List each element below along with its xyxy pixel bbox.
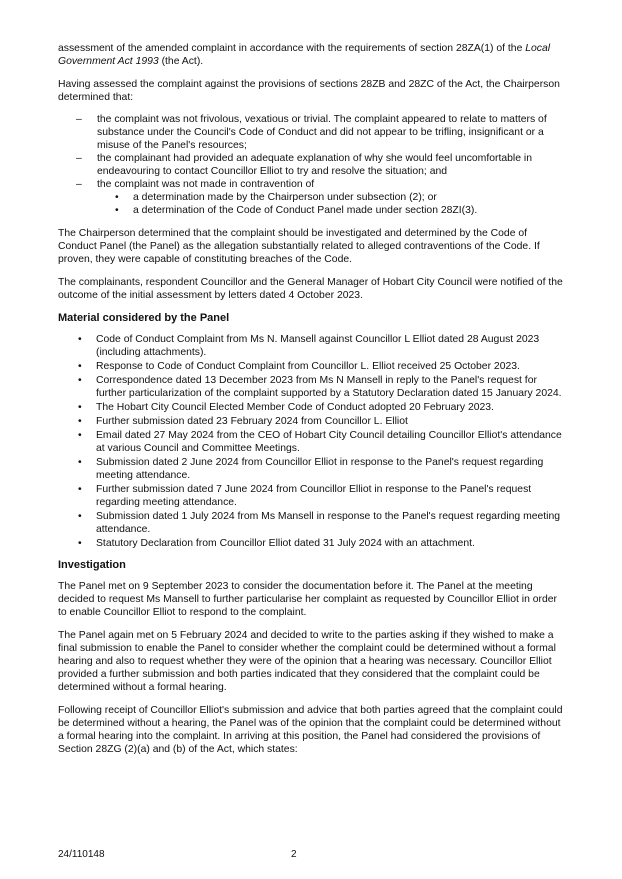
material-text: Email dated 27 May 2024 from the CEO of Hobart City Council detailing Councillor Elliot's attendance at various Council and Committee Meetings. (96, 430, 562, 454)
bullet-marker: • (78, 334, 82, 345)
material-item (58, 401, 564, 414)
determination-item (58, 178, 564, 191)
bullet-marker: • (115, 192, 119, 203)
bullet-marker: • (78, 430, 82, 441)
material-item (58, 456, 564, 482)
material-text: Statutory Declaration from Councillor Elliot dated 31 July 2024 with an attachment. (96, 538, 475, 549)
bullet-marker: • (78, 402, 82, 413)
material-item (58, 415, 564, 428)
notification-paragraph: The complainants, respondent Councillor and the General Manager of Hobart City Council were notified of the outcome of the initial assessment by letters dated 4 October 2023. (58, 277, 563, 301)
material-text: The Hobart City Council Elected Member Code of Conduct adopted 20 February 2023. (96, 402, 494, 413)
material-item (58, 333, 564, 359)
page-body (58, 42, 564, 766)
material-heading: Material considered by the Panel (58, 312, 230, 324)
investigation-paragraph: The Panel again met on 5 February 2024 and decided to write to the parties asking if they wished to make a final submission to enable the Panel to consider whether the complaint could be determined without a formal hearing and also to request whether they were of the opinion that a hearing was necessary. Councillor Elliot provided a further submission and both parties indicated that they considered that the complaint could be determined without a formal hearing. (58, 630, 556, 693)
intro-lead-end: (the Act). (158, 56, 204, 67)
bullet-marker: • (78, 511, 82, 522)
material-text: Further submission dated 23 February 2024 from Councillor L. Elliot (96, 416, 408, 427)
bullet-marker: • (78, 416, 82, 427)
contravention-text: a determination of the Code of Conduct Panel made under section 28ZI(3). (133, 205, 478, 216)
bullet-marker: • (78, 484, 82, 495)
document-reference: 24/110148 (58, 849, 105, 860)
contravention-item (58, 204, 564, 217)
bullet-marker: • (78, 361, 82, 372)
material-item (58, 483, 564, 509)
investigation-paragraph: The Panel met on 9 September 2023 to consider the documentation before it. The Panel at the meeting decided to request Ms Mansell to further particularise her complaint as requested by Councillor Elliot in order to enable Councillor Elliot to respond to the complaint. (58, 581, 557, 618)
material-text: Further submission dated 7 June 2024 from Councillor Elliot in response to the Panel's request regarding meeting attendance. (96, 484, 532, 508)
determination-text: the complaint was not frivolous, vexatious or trivial. The complaint appeared to relate to matters of substance under the Council's Code of Conduct and did not appear to be trifling, insignificant or a misuse of the Panel's resources; (97, 114, 547, 151)
material-item (58, 360, 564, 373)
material-text: Response to Code of Conduct Complaint from Councillor L. Elliot received 25 October 2023. (96, 361, 520, 372)
act-title: Local Government Act 1993 (58, 43, 551, 67)
contravention-text: a determination made by the Chairperson under subsection (2); or (133, 192, 437, 203)
dash-marker: – (76, 114, 82, 125)
contravention-sublist-wrapper (58, 191, 564, 217)
contravention-list (58, 191, 564, 217)
assessment-paragraph: Having assessed the complaint against the provisions of sections 28ZB and 28ZC of the Act, the Chairperson determined that: (58, 79, 560, 103)
contravention-item (58, 191, 564, 204)
page-number: 2 (291, 849, 297, 860)
material-item (58, 429, 564, 455)
investigation-heading: Investigation (58, 559, 126, 571)
material-text: Code of Conduct Complaint from Ms N. Mansell against Councillor L Elliot dated 28 August 2023 (including attachments). (96, 334, 540, 358)
material-text: Correspondence dated 13 December 2023 from Ms N Mansell in reply to the Panel's request for further particularization of the complaint supported by a Statutory Declaration dated 15 January 2024. (96, 375, 562, 399)
intro-paragraph (58, 42, 564, 68)
determination-item (58, 152, 564, 178)
dash-marker: – (76, 179, 82, 190)
determination-text: the complaint was not made in contravention of (97, 179, 315, 190)
intro-lead-text: assessment of the amended complaint in accordance with the requirements of section 28ZA(1) of the (58, 43, 526, 54)
bullet-marker: • (78, 457, 82, 468)
material-item (58, 510, 564, 536)
determination-item (58, 113, 564, 152)
investigation-paragraph: Following receipt of Councillor Elliot's submission and advice that both parties agreed that the complaint could be determined without a hearing, the Panel was of the opinion that the complaint could be determined without a formal hearing into the complaint. In arriving at this position, the Panel had considered the provisions of Section 28ZG (2)(a) and (b) of the Act, which states: (58, 705, 563, 755)
chairperson-paragraph: The Chairperson determined that the complaint should be investigated and determined by the Code of Conduct Panel (the Panel) as the allegation substantially related to alleged contraventions of the Code. If proven, they were capable of constituting breaches of the Code. (58, 228, 540, 265)
material-text: Submission dated 1 July 2024 from Ms Mansell in response to the Panel's request regarding meeting attendance. (96, 511, 561, 535)
material-item (58, 374, 564, 400)
bullet-marker: • (115, 205, 119, 216)
material-item (58, 537, 564, 550)
material-text: Submission dated 2 June 2024 from Councillor Elliot in response to the Panel's request regarding meeting attendance. (96, 457, 544, 481)
bullet-marker: • (78, 538, 82, 549)
determination-text: the complainant had provided an adequate explanation of why she would feel uncomfortable in endeavouring to contact Councillor Elliot to try and resolve the situation; and (97, 153, 532, 177)
dash-marker: – (76, 153, 82, 164)
material-list (58, 333, 564, 550)
bullet-marker: • (78, 375, 82, 386)
determination-list (58, 113, 564, 217)
